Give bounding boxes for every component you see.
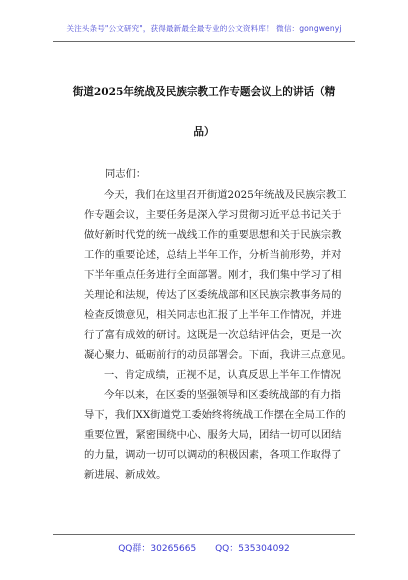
body-line: 检查反馈意见，相关同志也汇报了上半年工作情况，并进 xyxy=(84,309,342,321)
footer-qq-group: QQ群：30265665 xyxy=(118,544,197,554)
body-line: 一、肯定成绩，正视不足，认真反思上半年工作情况 xyxy=(104,369,341,381)
document-body xyxy=(84,185,352,485)
document-title-line1: 街道2025年统战及民族宗教工作专题会议上的讲话（精 xyxy=(72,86,336,98)
body-line: 的力量，调动一切可以调动的积极因素，各项工作取得了 xyxy=(84,449,342,461)
body-line: 作专题会议，主要任务是深入学习贯彻习近平总书记关于 xyxy=(84,209,342,221)
body-line: 今年以来，在区委的坚强领导和区委统战部的有力指 xyxy=(104,389,341,401)
header-divider xyxy=(53,41,355,42)
footer-qq-number: QQ：535304092 xyxy=(215,544,290,554)
body-line: 下半年重点任务进行全面部署。刚才，我们集中学习了相 xyxy=(84,269,342,281)
body-line: 做好新时代党的统一战线工作的重要思想和关于民族宗教 xyxy=(84,229,342,241)
salutation: 同志们： xyxy=(105,168,147,180)
body-line: 凝心聚力、砥砺前行的动员部署会。下面，我讲三点意见。 xyxy=(84,349,352,361)
footer-divider xyxy=(53,534,355,535)
body-line: 今天，我们在这里召开街道2025年统战及民族宗教工 xyxy=(104,189,347,201)
body-line: 工作的重要论述，总结上半年工作，分析当前形势，并对 xyxy=(84,249,342,261)
header-banner: 关注头条号"公文研究"，获得最新最全最专业的公文资料库！ 微信：gongwenyj xyxy=(66,24,342,33)
body-line: 重要位置，紧密围绕中心、服务大局，团结一切可以团结 xyxy=(84,429,342,441)
body-line: 行了富有成效的研讨。这既是一次总结评估会，更是一次 xyxy=(84,329,342,341)
body-line: 导下，我们XX街道党工委始终将统战工作摆在全局工作的 xyxy=(84,409,346,421)
body-line: 关理论和法规，传达了区委统战部和区民族宗教事务局的 xyxy=(84,289,342,301)
document-title-line2: 品） xyxy=(193,126,215,138)
body-line: 新进展、新成效。 xyxy=(84,469,167,481)
footer-contact xyxy=(0,541,408,554)
